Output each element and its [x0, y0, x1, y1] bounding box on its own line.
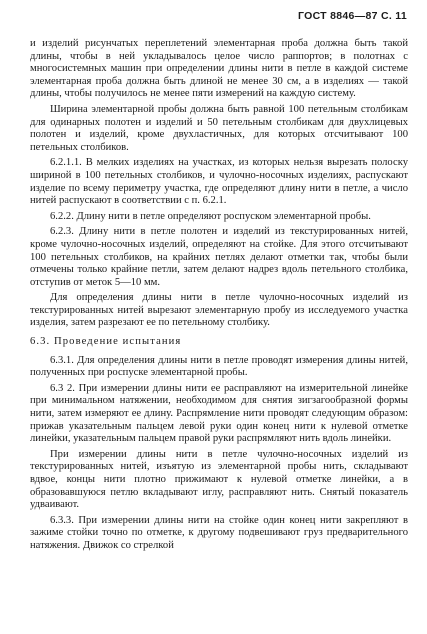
paragraph-6-2-1-1: 6.2.1.1. В мелких изделиях на участках, из которых нельзя вырезать полоску шириной в 100 петельных столбиков, и чулочно-носочных изделиях, распускают изделие по всему периметру участка, где определяют длину нити в петле, а число нитей распускают в соответствии с п. 6.2.1.	[30, 157, 408, 207]
paragraph-6-2-2: 6.2.2. Длину нити в петле определяют роспуском элементарной пробы.	[50, 210, 371, 222]
paragraph-6-2-3: 6.2.3. Длину нити в петле полотен и изделий из текстурированных нитей, кроме чулочно-носочных изделий, определяют на стойке. Для этого отсчитывают 100 петельных столбиков, на крайних петлях делают отметки так, чтобы были отмечены только крайние петли, затем делают надрез вдоль петельного столбика, отступив от меток 5—10 мм.	[30, 226, 408, 288]
paragraph-6-3-1: 6.3.1. Для определения длины нити в петле проводят измерения длины нитей, полученных при роспуске элементарной пробы.	[30, 354, 408, 379]
paragraph: и изделий рисунчатых переплетений элементарная проба должна быть такой длины, чтобы в ней укладывалось целое число раппортов; в полотнах с многосистемных машин при определении длины нити в петле в каждой системе элементарная проба должна быть длиной не менее 30 см, а в изделиях — такой длины, чтобы получилось не менее пяти измерений на каждую систему.	[30, 38, 408, 100]
paragraph: Ширина элементарной пробы должна быть равной 100 петельным столбикам для одинарных полотен и изделий и 50 петельным столбикам для двухлицевых полотен и изделий, кроме двухластичных, для которых отсчитывают 100 петельных столбиков.	[30, 103, 408, 153]
document-body	[30, 38, 408, 556]
paragraph: Для определения длины нити в петле чулочно-носочных изделий из текстурированных нитей вырезают элементарную пробу из исследуемого участка изделия, затем разрезают ее по петельному столбику.	[30, 292, 408, 329]
paragraph: При измерении длины нити в петле чулочно-носочных изделий из текстурированных нитей, изъятую из элементарной пробы нить, складывают вдвое, концы нити плотно прижимают к нулевой отметке линейки, а в образовавшуюся петлю вкладывают иглу, расправляют нить. Снятый показатель удваивают.	[30, 448, 408, 511]
running-head: ГОСТ 8846—87 С. 11	[297, 10, 407, 22]
section-heading-6-3: 6.3. Проведение испытания	[30, 336, 182, 348]
paragraph-6-3-2: 6.3 2. При измерении длины нити ее расправляют на измерительной линейке при минимальном натяжении, необходимом для снятия зигзагообразной формы нити, затем измеряют ее длину. Распрямление нити проводят следующим образом: прижав указательным пальцем левой руки один конец нити к нулевой отметке линейки, указательным пальцем правой руки распрямляют нить вдоль линейки.	[30, 382, 408, 445]
paragraph-6-3-3: 6.3.3. При измерении длины нити на стойке один конец нити закрепляют в зажиме стойки точно по отметке, к другому подвешивают груз предварительного натяжения. Движок со стрелкой	[30, 514, 408, 551]
